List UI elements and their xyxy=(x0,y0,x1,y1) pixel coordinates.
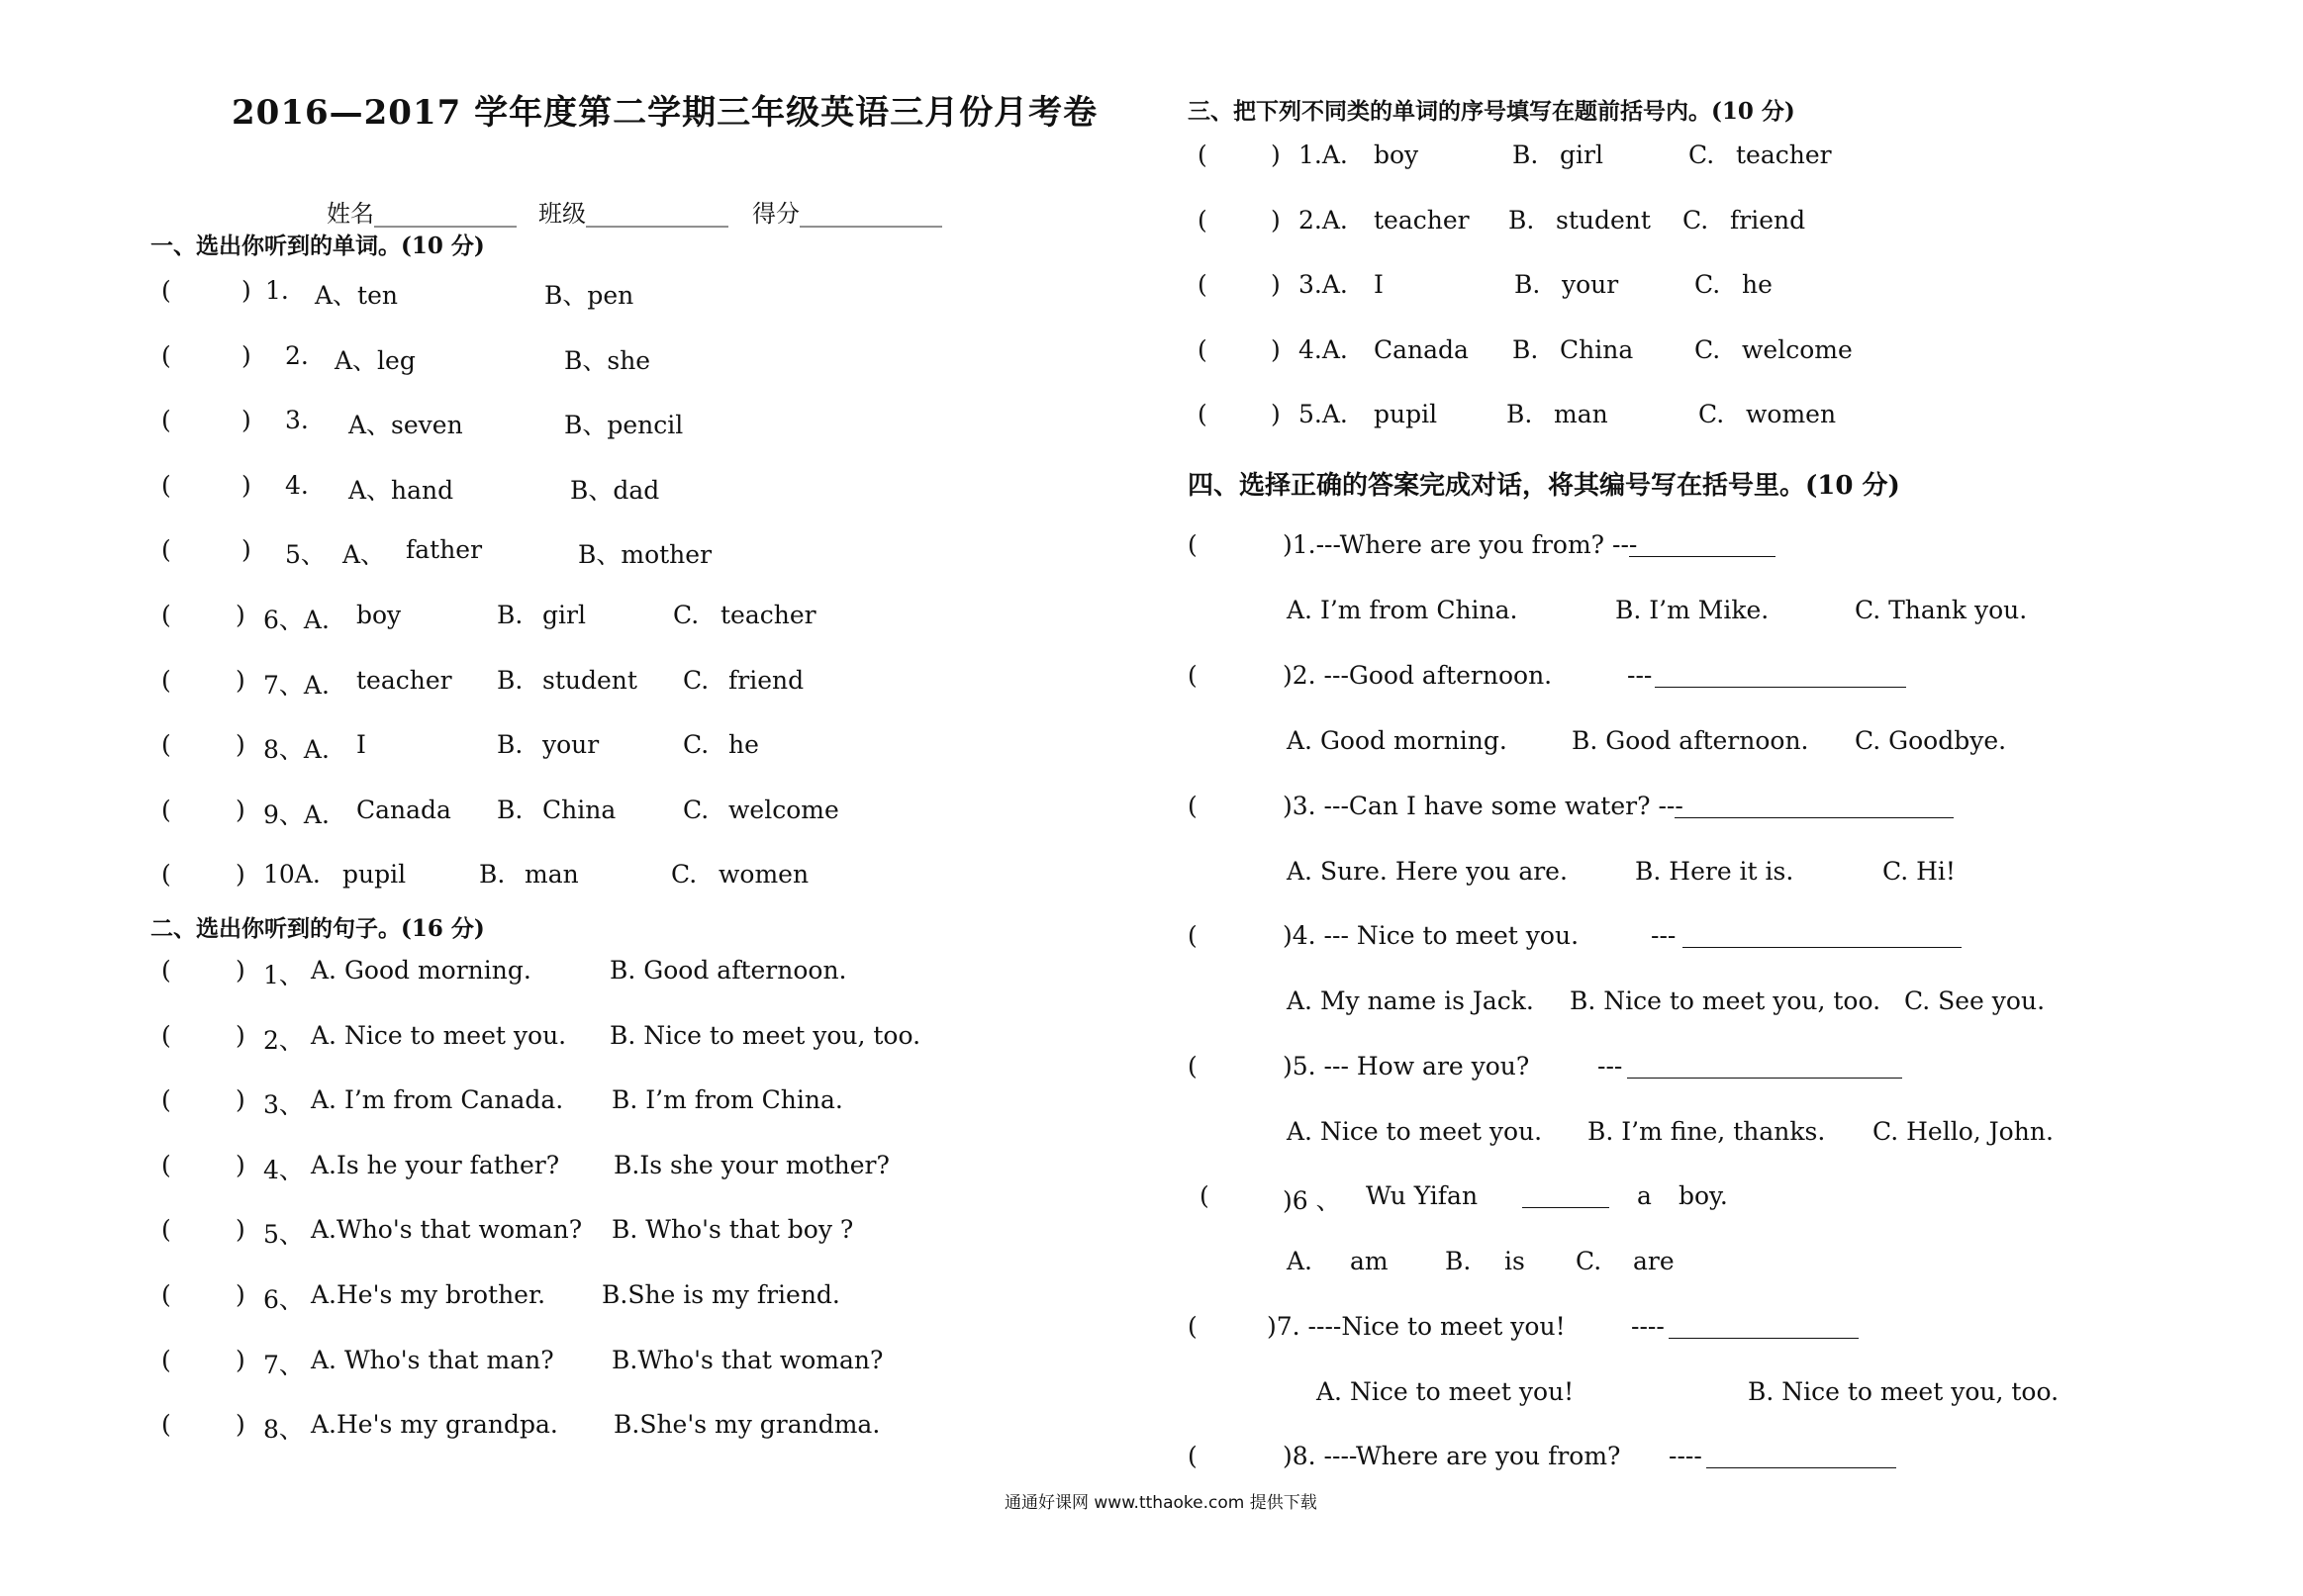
answer-paren-open[interactable]: ( xyxy=(161,471,171,500)
dialogue-option: C. Thank you. xyxy=(1855,596,2028,624)
answer-blank[interactable] xyxy=(1629,554,1775,557)
dialogue-option: A. Nice to meet you! xyxy=(1316,1377,1575,1406)
answer-paren-close[interactable]: ) xyxy=(236,1280,245,1309)
question-number: 3. xyxy=(285,406,309,434)
option-a-label: A、 xyxy=(342,540,386,569)
question-number: 1.A. xyxy=(1298,141,1348,169)
option-c: teacher xyxy=(720,601,816,629)
answer-paren-open[interactable]: ( xyxy=(1198,141,1207,169)
answer-blank[interactable] xyxy=(1675,815,1954,818)
answer-paren-open[interactable]: ( xyxy=(161,276,171,305)
answer-paren-open[interactable]: ( xyxy=(161,860,171,889)
dialogue-dash: --- xyxy=(1651,921,1677,950)
option-a: teacher xyxy=(356,666,452,695)
subject-name: Wu Yifan xyxy=(1366,1181,1479,1210)
answer-paren-open[interactable]: ( xyxy=(1188,661,1198,690)
option-c: welcome xyxy=(1742,335,1853,364)
option-c-label: C. xyxy=(1694,335,1721,364)
answer-paren-open[interactable]: ( xyxy=(161,601,171,629)
option-b: man xyxy=(1554,400,1608,428)
option-b-label: B. xyxy=(1512,141,1539,169)
score-field-label: 得分____________ xyxy=(752,200,942,228)
answer-paren-close[interactable]: ) xyxy=(1271,335,1281,364)
dialogue-question: )4. --- Nice to meet you. xyxy=(1283,921,1580,950)
dialogue-question: )7. ----Nice to meet you! xyxy=(1267,1312,1566,1341)
sentence-option-b: B. Nice to meet you, too. xyxy=(610,1021,921,1050)
class-field-label: 班级____________ xyxy=(538,200,728,228)
section4-heading: 四、选择正确的答案完成对话，将其编号写在括号里。(10 分) xyxy=(1188,471,1900,501)
question-number: 10A. xyxy=(263,860,321,889)
dialogue-option: A. My name is Jack. xyxy=(1287,986,1534,1015)
page-title: 2016—2017 学年度第二学期三年级英语三月份月考卷 xyxy=(232,93,1099,133)
section1-heading: 一、选出你听到的单词。(10 分) xyxy=(150,233,485,259)
option-c-label: C. xyxy=(1688,141,1715,169)
dialogue-option: C. See you. xyxy=(1904,986,2046,1015)
sentence-option-b: B.Who's that woman? xyxy=(612,1346,884,1374)
answer-paren-close[interactable]: ) xyxy=(236,1215,245,1244)
answer-paren-open[interactable]: ( xyxy=(1188,921,1198,950)
question-number: 4.A. xyxy=(1298,335,1348,364)
dialogue-option: B. Here it is. xyxy=(1635,857,1794,886)
option-c-label: C. xyxy=(673,601,700,629)
option-a: A、leg xyxy=(335,346,416,375)
question-number: 2、 xyxy=(263,1026,304,1055)
section2-heading: 二、选出你听到的句子。(16 分) xyxy=(150,915,485,942)
option-b-label: B. xyxy=(1508,206,1535,235)
answer-paren-open[interactable]: ( xyxy=(161,341,171,370)
option-b: your xyxy=(542,730,600,759)
answer-paren-open[interactable]: ( xyxy=(161,535,171,564)
answer-paren-close[interactable]: ) xyxy=(236,796,245,824)
answer-paren-close[interactable]: ) xyxy=(1271,141,1281,169)
option-a: Canada xyxy=(356,796,451,824)
dialogue-option: B. Nice to meet you, too. xyxy=(1570,986,1881,1015)
option-b: student xyxy=(1556,206,1651,235)
answer-paren-close[interactable]: ) xyxy=(1271,400,1281,428)
sentence-word: a xyxy=(1637,1181,1652,1210)
answer-paren-open[interactable]: ( xyxy=(161,1085,171,1114)
option-a: pupil xyxy=(1374,400,1438,428)
option-c-label: C. xyxy=(1682,206,1709,235)
option-c: teacher xyxy=(1736,141,1832,169)
answer-paren-close[interactable]: ) xyxy=(241,406,251,434)
question-number: 5、 xyxy=(285,540,326,569)
sentence-option-a: A. Good morning. xyxy=(311,956,531,985)
dialogue-option: A. Good morning. xyxy=(1287,726,1507,755)
option-b: B、pen xyxy=(544,281,634,310)
question-number: 7、A. xyxy=(263,671,330,700)
answer-paren-open[interactable]: ( xyxy=(1188,1052,1198,1080)
answer-paren-close[interactable]: ) xyxy=(241,276,251,305)
option-c-label: C. xyxy=(1694,270,1721,299)
sentence-option-b: B. I’m from China. xyxy=(612,1085,843,1114)
answer-paren-open[interactable]: ( xyxy=(1199,1181,1209,1210)
option-c: women xyxy=(1746,400,1837,428)
option-b: B、she xyxy=(564,346,651,375)
dialogue-question: )1.---Where are you from? --- xyxy=(1283,530,1638,559)
question-number: 4、 xyxy=(263,1156,304,1184)
section3-heading: 三、把下列不同类的单词的序号填写在题前括号内。(10 分) xyxy=(1188,98,1795,125)
dialogue-dash: --- xyxy=(1627,661,1653,690)
dialogue-option: C. Hello, John. xyxy=(1872,1117,2054,1146)
option-a: boy xyxy=(356,601,402,629)
option-b-label: B. xyxy=(497,666,524,695)
option-a: father xyxy=(406,535,483,564)
option-a: I xyxy=(1374,270,1384,299)
sentence-option-b: B.She is my friend. xyxy=(602,1280,840,1309)
answer-paren-open[interactable]: ( xyxy=(161,1151,171,1179)
question-number: 8、 xyxy=(263,1415,304,1444)
option-b: girl xyxy=(542,601,586,629)
answer-paren-close[interactable]: ) xyxy=(236,1410,245,1439)
answer-paren-open[interactable]: ( xyxy=(1188,1312,1198,1341)
dialogue-option: C. Goodbye. xyxy=(1855,726,2007,755)
sentence-option-a: A. I’m from Canada. xyxy=(311,1085,564,1114)
option-b: student xyxy=(542,666,637,695)
dialogue-question: )3. ---Can I have some water? --- xyxy=(1283,792,1683,820)
sentence-option-a: A. Nice to meet you. xyxy=(311,1021,567,1050)
question-number: 3.A. xyxy=(1298,270,1348,299)
answer-paren-open[interactable]: ( xyxy=(1188,1442,1198,1470)
sentence-word: boy. xyxy=(1679,1181,1728,1210)
question-number: 4. xyxy=(285,471,309,500)
question-number: 5.A. xyxy=(1298,400,1348,428)
option-c: welcome xyxy=(728,796,839,824)
dialogue-option: are xyxy=(1633,1247,1675,1275)
dialogue-question: )6 、 xyxy=(1283,1186,1341,1215)
dialogue-option: C. Hi! xyxy=(1882,857,1956,886)
dialogue-option: B. xyxy=(1445,1247,1472,1275)
dialogue-option: C. xyxy=(1576,1247,1602,1275)
option-c: he xyxy=(1742,270,1773,299)
dialogue-dash: --- xyxy=(1597,1052,1623,1080)
option-b-label: B. xyxy=(497,730,524,759)
dialogue-dash: ---- xyxy=(1669,1442,1702,1470)
answer-paren-open[interactable]: ( xyxy=(161,406,171,434)
option-b: China xyxy=(542,796,617,824)
option-b: B、dad xyxy=(570,476,660,505)
option-c: friend xyxy=(1730,206,1806,235)
answer-paren-open[interactable]: ( xyxy=(161,666,171,695)
question-number: 2. xyxy=(285,341,309,370)
answer-paren-close[interactable]: ) xyxy=(241,535,251,564)
question-number: 1、 xyxy=(263,961,304,989)
sentence-option-b: B.She's my grandma. xyxy=(614,1410,881,1439)
answer-blank[interactable] xyxy=(1655,685,1906,688)
dialogue-option: B. I’m Mike. xyxy=(1615,596,1770,624)
question-number: 9、A. xyxy=(263,800,330,829)
dialogue-question: )2. ---Good afternoon. xyxy=(1283,661,1553,690)
option-c: he xyxy=(728,730,759,759)
option-c-label: C. xyxy=(671,860,698,889)
answer-paren-close[interactable]: ) xyxy=(236,1085,245,1114)
option-c: friend xyxy=(728,666,805,695)
option-a: A、ten xyxy=(315,281,398,310)
option-b-label: B. xyxy=(497,601,524,629)
option-b: your xyxy=(1562,270,1619,299)
answer-paren-close[interactable]: ) xyxy=(241,341,251,370)
answer-paren-open[interactable]: ( xyxy=(1198,400,1207,428)
sentence-option-b: B. Good afternoon. xyxy=(610,956,847,985)
option-c-label: C. xyxy=(683,730,710,759)
dialogue-dash: ---- xyxy=(1631,1312,1665,1341)
name-field-label: 姓名____________ xyxy=(327,200,517,228)
sentence-option-a: A.He's my grandpa. xyxy=(311,1410,558,1439)
option-a: teacher xyxy=(1374,206,1470,235)
option-b-label: B. xyxy=(479,860,506,889)
dialogue-option: am xyxy=(1350,1247,1389,1275)
option-a: I xyxy=(356,730,366,759)
dialogue-option: B. Good afternoon. xyxy=(1572,726,1809,755)
answer-paren-close[interactable]: ) xyxy=(1271,206,1281,235)
option-b-label: B. xyxy=(1512,335,1539,364)
dialogue-option: A. Nice to meet you. xyxy=(1287,1117,1543,1146)
dialogue-option: is xyxy=(1504,1247,1525,1275)
answer-paren-open[interactable]: ( xyxy=(161,1346,171,1374)
dialogue-option: A. I’m from China. xyxy=(1287,596,1518,624)
question-number: 7、 xyxy=(263,1351,304,1379)
answer-blank[interactable] xyxy=(1522,1205,1609,1208)
dialogue-option: A. xyxy=(1287,1247,1313,1275)
answer-blank[interactable] xyxy=(1669,1336,1859,1339)
answer-paren-close[interactable]: ) xyxy=(236,666,245,695)
option-c-label: C. xyxy=(1698,400,1725,428)
answer-paren-close[interactable]: ) xyxy=(236,1346,245,1374)
sentence-option-b: B.Is she your mother? xyxy=(614,1151,890,1179)
answer-paren-open[interactable]: ( xyxy=(1198,335,1207,364)
dialogue-option: A. Sure. Here you are. xyxy=(1287,857,1568,886)
sentence-option-b: B. Who's that boy ? xyxy=(612,1215,854,1244)
answer-paren-close[interactable]: ) xyxy=(236,730,245,759)
option-b-label: B. xyxy=(1506,400,1533,428)
dialogue-question: )5. --- How are you? xyxy=(1283,1052,1530,1080)
answer-blank[interactable] xyxy=(1682,945,1962,948)
question-number: 6、 xyxy=(263,1285,304,1314)
option-b: B、mother xyxy=(578,540,713,569)
sentence-option-a: A. Who's that man? xyxy=(311,1346,554,1374)
answer-paren-open[interactable]: ( xyxy=(161,1280,171,1309)
answer-paren-open[interactable]: ( xyxy=(1198,270,1207,299)
answer-paren-close[interactable]: ) xyxy=(236,1151,245,1179)
question-number: 8、A. xyxy=(263,735,330,764)
option-a: boy xyxy=(1374,141,1419,169)
option-b: B、pencil xyxy=(564,411,684,439)
answer-paren-close[interactable]: ) xyxy=(236,956,245,985)
answer-paren-open[interactable]: ( xyxy=(161,1021,171,1050)
question-number: 2.A. xyxy=(1298,206,1348,235)
option-c: women xyxy=(719,860,810,889)
answer-paren-open[interactable]: ( xyxy=(161,730,171,759)
option-a: A、hand xyxy=(348,476,454,505)
answer-blank[interactable] xyxy=(1706,1465,1896,1468)
answer-paren-close[interactable]: ) xyxy=(236,1021,245,1050)
option-b: man xyxy=(525,860,579,889)
question-number: 3、 xyxy=(263,1090,304,1119)
sentence-option-a: A.He's my brother. xyxy=(311,1280,546,1309)
option-a: pupil xyxy=(342,860,407,889)
answer-paren-close[interactable]: ) xyxy=(236,860,245,889)
answer-paren-open[interactable]: ( xyxy=(161,956,171,985)
answer-paren-open[interactable]: ( xyxy=(1188,792,1198,820)
answer-paren-open[interactable]: ( xyxy=(1188,530,1198,559)
question-number: 1. xyxy=(265,276,289,305)
footer-text: 通通好课网 www.tthaoke.com 提供下载 xyxy=(1005,1493,1317,1513)
answer-paren-open[interactable]: ( xyxy=(161,1215,171,1244)
dialogue-option: B. I’m fine, thanks. xyxy=(1587,1117,1826,1146)
answer-paren-close[interactable]: ) xyxy=(236,601,245,629)
answer-paren-close[interactable]: ) xyxy=(241,471,251,500)
answer-paren-close[interactable]: ) xyxy=(1271,270,1281,299)
option-c-label: C. xyxy=(683,666,710,695)
option-b-label: B. xyxy=(1514,270,1541,299)
option-a: Canada xyxy=(1374,335,1469,364)
dialogue-question: )8. ----Where are you from? xyxy=(1283,1442,1621,1470)
question-number: 5、 xyxy=(263,1220,304,1249)
question-number: 6、A. xyxy=(263,606,330,634)
answer-blank[interactable] xyxy=(1627,1076,1902,1079)
answer-paren-open[interactable]: ( xyxy=(161,796,171,824)
answer-paren-open[interactable]: ( xyxy=(161,1410,171,1439)
option-b: girl xyxy=(1560,141,1603,169)
option-a: A、seven xyxy=(348,411,463,439)
option-b: China xyxy=(1560,335,1634,364)
dialogue-option: B. Nice to meet you, too. xyxy=(1748,1377,2060,1406)
option-b-label: B. xyxy=(497,796,524,824)
sentence-option-a: A.Who's that woman? xyxy=(311,1215,583,1244)
answer-paren-open[interactable]: ( xyxy=(1198,206,1207,235)
sentence-option-a: A.Is he your father? xyxy=(311,1151,560,1179)
option-c-label: C. xyxy=(683,796,710,824)
